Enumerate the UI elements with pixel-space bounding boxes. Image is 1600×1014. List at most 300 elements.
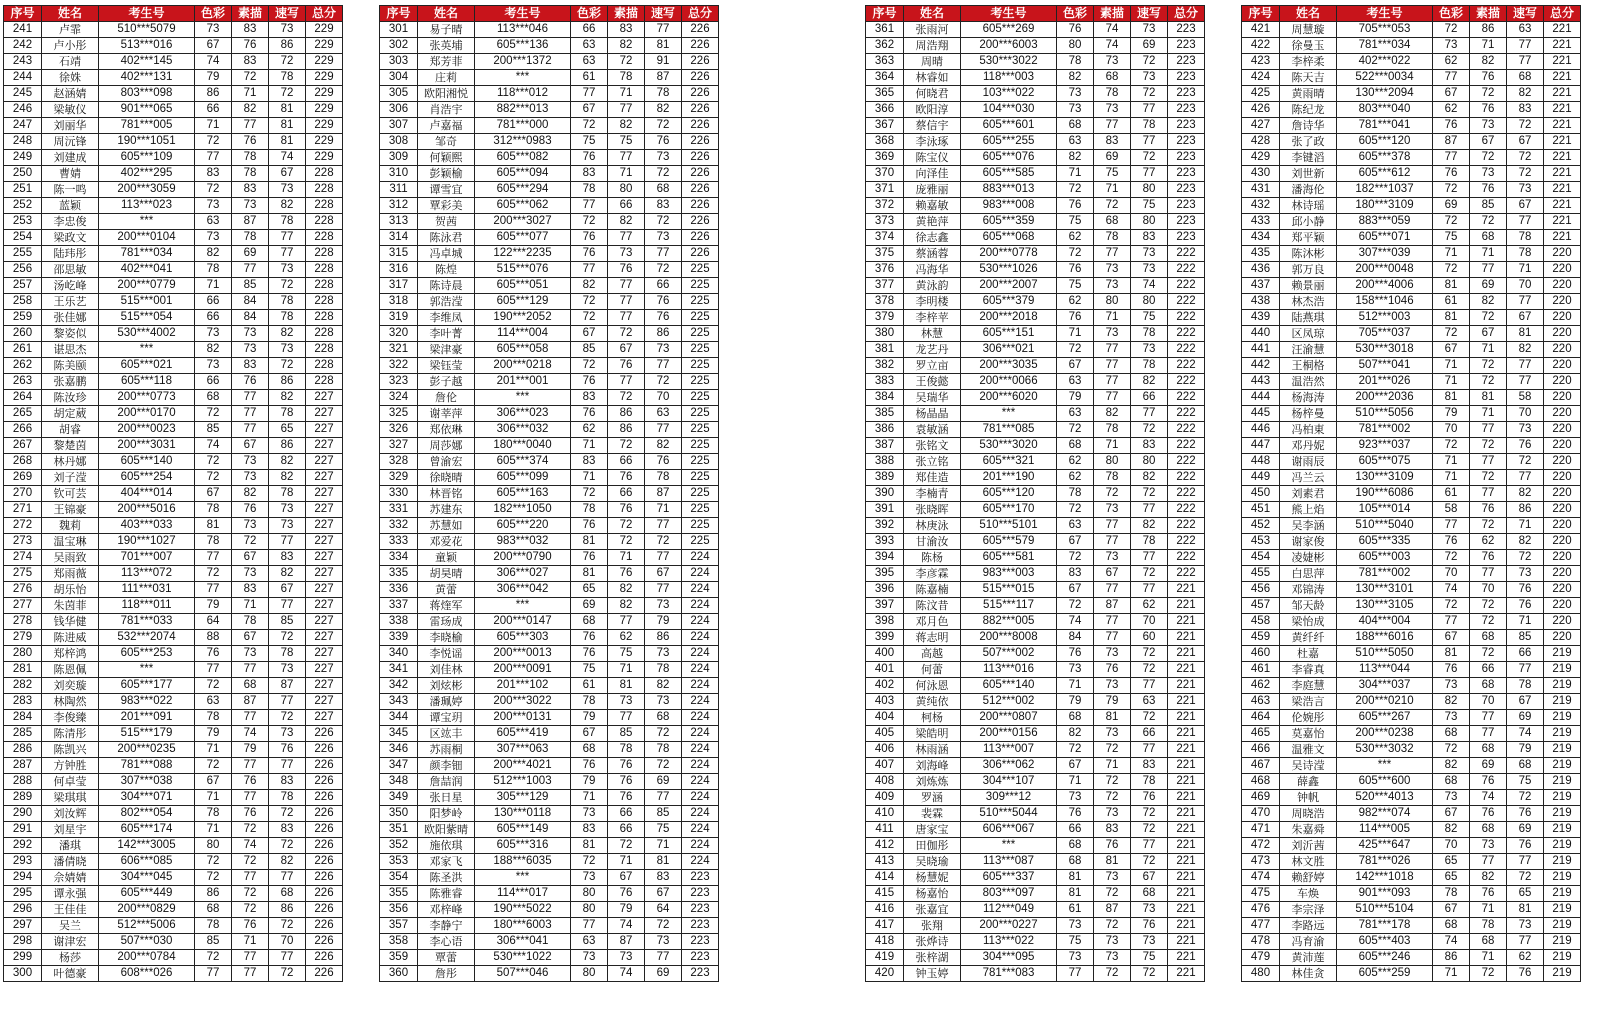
table-row	[4, 774, 343, 790]
seq-cell: 405	[866, 726, 904, 742]
name-cell: 欧阳湘悦	[418, 86, 475, 102]
color-score-cell: 61	[1433, 294, 1470, 310]
sketch-score-cell: 76	[608, 790, 645, 806]
exam-id-cell: 781***178	[1337, 918, 1433, 934]
quick-sketch-score-cell: 82	[269, 566, 306, 582]
table-row	[4, 678, 343, 694]
color-score-cell: 83	[195, 166, 232, 182]
quick-sketch-score-cell: 77	[645, 246, 682, 262]
table-row	[866, 710, 1205, 726]
table-row	[380, 918, 719, 934]
name-cell: 汤屹峰	[42, 278, 99, 294]
quick-sketch-score-cell: 86	[269, 374, 306, 390]
color-score-cell: 76	[1057, 262, 1094, 278]
sketch-score-cell: 77	[1470, 422, 1507, 438]
color-score-cell: 72	[571, 214, 608, 230]
color-score-cell: 72	[195, 758, 232, 774]
color-score-cell: 67	[195, 774, 232, 790]
color-score-cell: 66	[195, 374, 232, 390]
sketch-score-cell: 71	[1094, 182, 1131, 198]
color-score-cell: 80	[1057, 38, 1094, 54]
sketch-score-cell: 67	[608, 870, 645, 886]
quick-sketch-score-cell: 71	[645, 838, 682, 854]
sketch-score-cell: 73	[1094, 54, 1131, 70]
quick-sketch-score-cell: 83	[645, 870, 682, 886]
quick-sketch-score-cell: 72	[1131, 150, 1168, 166]
seq-cell: 376	[866, 262, 904, 278]
sketch-score-cell: 69	[1094, 150, 1131, 166]
exam-id-cell: 403***033	[99, 518, 195, 534]
total-score-cell: 225	[682, 278, 719, 294]
quick-sketch-score-cell: 70	[1131, 614, 1168, 630]
total-score-cell: 225	[682, 486, 719, 502]
exam-id-cell: 114***017	[475, 886, 571, 902]
seq-cell: 436	[1242, 262, 1280, 278]
exam-id-cell: 605***259	[1337, 966, 1433, 982]
color-score-cell: 84	[1057, 630, 1094, 646]
sketch-score-cell: 73	[1094, 950, 1131, 966]
seq-cell: 277	[4, 598, 42, 614]
color-score-cell: 63	[1057, 134, 1094, 150]
color-score-cell: 72	[1433, 742, 1470, 758]
table-row	[1242, 854, 1581, 870]
total-score-cell: 226	[306, 758, 343, 774]
table-row	[1242, 54, 1581, 70]
exam-id-cell: 520***4013	[1337, 790, 1433, 806]
sketch-score-cell: 81	[1094, 854, 1131, 870]
table-row	[1242, 390, 1581, 406]
quick-sketch-score-cell: 78	[645, 470, 682, 486]
total-score-cell: 221	[1168, 662, 1205, 678]
exam-id-cell: 530***1026	[961, 262, 1057, 278]
name-cell: 颜李钿	[418, 758, 475, 774]
exam-id-cell: 402***131	[99, 70, 195, 86]
color-score-cell: 71	[571, 470, 608, 486]
sketch-score-cell: 76	[608, 774, 645, 790]
quick-sketch-score-cell: 69	[645, 966, 682, 982]
total-score-cell: 221	[1168, 614, 1205, 630]
total-score-cell: 219	[1544, 870, 1581, 886]
color-score-cell: 64	[195, 614, 232, 630]
quick-sketch-score-cell: 73	[269, 662, 306, 678]
sketch-score-cell: 76	[1470, 182, 1507, 198]
total-score-cell: 227	[306, 582, 343, 598]
header-row	[1242, 6, 1581, 22]
quick-sketch-score-cell: 77	[645, 582, 682, 598]
exam-id-cell: 114***005	[1337, 822, 1433, 838]
name-cell: 蔡信宇	[904, 118, 961, 134]
seq-cell: 309	[380, 150, 418, 166]
seq-cell: 415	[866, 886, 904, 902]
table-row	[380, 22, 719, 38]
sketch-score-cell: 72	[1470, 966, 1507, 982]
name-cell: 佘婧婧	[42, 870, 99, 886]
quick-sketch-score-cell: 63	[645, 406, 682, 422]
color-score-cell: 67	[571, 726, 608, 742]
sketch-score-cell: 68	[1470, 678, 1507, 694]
quick-sketch-score-cell: 63	[1131, 694, 1168, 710]
seq-cell: 313	[380, 214, 418, 230]
exam-id-cell: 705***053	[1337, 22, 1433, 38]
total-score-cell: 221	[1168, 886, 1205, 902]
name-cell: 邓爱花	[418, 534, 475, 550]
quick-sketch-score-cell: 67	[269, 166, 306, 182]
exam-id-cell: 803***097	[961, 886, 1057, 902]
quick-sketch-score-cell: 72	[1131, 806, 1168, 822]
total-score-cell: 221	[1544, 38, 1581, 54]
seq-cell: 264	[4, 390, 42, 406]
exam-id-cell: 200***4021	[475, 758, 571, 774]
exam-id-cell: 781***033	[99, 614, 195, 630]
exam-id-cell: 510***5104	[1337, 902, 1433, 918]
sketch-score-cell: 77	[232, 422, 269, 438]
total-score-cell: 227	[306, 646, 343, 662]
quick-sketch-score-cell: 72	[1131, 646, 1168, 662]
exam-id-cell: 605***316	[475, 838, 571, 854]
exam-id-cell: 883***059	[1337, 214, 1433, 230]
seq-cell: 254	[4, 230, 42, 246]
sketch-score-cell: 78	[232, 614, 269, 630]
sketch-score-cell: 71	[232, 934, 269, 950]
quick-sketch-score-cell: 77	[1507, 374, 1544, 390]
table-row	[4, 742, 343, 758]
total-score-cell: 219	[1544, 742, 1581, 758]
name-cell: 潘倩晓	[42, 854, 99, 870]
table-row	[4, 902, 343, 918]
quick-sketch-score-cell: 78	[1131, 326, 1168, 342]
name-cell: 冯卓城	[418, 246, 475, 262]
table-row	[1242, 726, 1581, 742]
sketch-score-cell: 71	[608, 86, 645, 102]
total-score-cell: 224	[682, 822, 719, 838]
name-cell: 熊上焰	[1280, 502, 1337, 518]
quick-sketch-score-cell: 76	[1131, 918, 1168, 934]
table-row	[1242, 838, 1581, 854]
exam-id-cell: 605***303	[475, 630, 571, 646]
name-cell: 温雅文	[1280, 742, 1337, 758]
table-row	[380, 662, 719, 678]
color-score-cell: 76	[1057, 198, 1094, 214]
quick-sketch-score-cell: 72	[1131, 566, 1168, 582]
seq-cell: 355	[380, 886, 418, 902]
seq-cell: 324	[380, 390, 418, 406]
name-cell: 张梓湖	[904, 950, 961, 966]
sketch-score-cell: 68	[1470, 934, 1507, 950]
seq-cell: 286	[4, 742, 42, 758]
exam-id-cell: 512***003	[1337, 310, 1433, 326]
sketch-score-cell: 69	[1470, 758, 1507, 774]
sketch-score-cell: 66	[608, 822, 645, 838]
sketch-score-cell: 80	[1094, 454, 1131, 470]
table-row	[1242, 742, 1581, 758]
quick-sketch-score-cell: 76	[269, 742, 306, 758]
exam-id-cell: 200***3059	[99, 182, 195, 198]
exam-id-cell: 515***076	[475, 262, 571, 278]
seq-cell: 473	[1242, 854, 1280, 870]
total-score-cell: 227	[306, 502, 343, 518]
table-row	[866, 662, 1205, 678]
color-score-cell: 72	[195, 454, 232, 470]
table-row	[866, 694, 1205, 710]
sketch-score-cell: 74	[608, 918, 645, 934]
table-row	[4, 102, 343, 118]
total-score-cell: 225	[682, 438, 719, 454]
total-score-cell: 219	[1544, 726, 1581, 742]
exam-id-cell: 103***022	[961, 86, 1057, 102]
table-row	[380, 694, 719, 710]
color-score-cell: 73	[1433, 790, 1470, 806]
quick-sketch-score-cell: 77	[269, 870, 306, 886]
total-score-cell: 225	[682, 422, 719, 438]
total-score-cell: 226	[306, 934, 343, 950]
quick-sketch-score-cell: 91	[645, 54, 682, 70]
seq-cell: 471	[1242, 822, 1280, 838]
seq-cell: 434	[1242, 230, 1280, 246]
exam-id-header: 考生号	[475, 6, 571, 22]
table-row	[1242, 630, 1581, 646]
name-cell: 黄泳韵	[904, 278, 961, 294]
table-row	[380, 566, 719, 582]
sketch-score-cell: 73	[232, 646, 269, 662]
sketch-score-cell: 76	[608, 358, 645, 374]
seq-cell: 268	[4, 454, 42, 470]
name-cell: 钦可芸	[42, 486, 99, 502]
seq-cell: 332	[380, 518, 418, 534]
exam-id-cell: 200***3035	[961, 358, 1057, 374]
sketch-score-cell: 67	[1094, 566, 1131, 582]
sketch-score-cell: 84	[232, 310, 269, 326]
color-score-cell: 67	[1057, 534, 1094, 550]
quick-sketch-score-cell: 71	[1507, 518, 1544, 534]
quick-sketch-score-cell: 82	[1131, 518, 1168, 534]
name-cell: 梁浩言	[1280, 694, 1337, 710]
name-cell: 李梓柔	[1280, 54, 1337, 70]
color-score-cell: 76	[1433, 166, 1470, 182]
color-score-cell: 78	[571, 182, 608, 198]
quick-sketch-score-cell: 73	[1131, 262, 1168, 278]
color-score-cell: 72	[1057, 550, 1094, 566]
total-score-cell: 222	[1168, 534, 1205, 550]
seq-cell: 463	[1242, 694, 1280, 710]
name-cell: 郭万良	[1280, 262, 1337, 278]
color-score-cell: 71	[195, 118, 232, 134]
name-cell: 钟帆	[1280, 790, 1337, 806]
color-score-cell: 81	[571, 566, 608, 582]
exam-id-cell: ***	[475, 598, 571, 614]
table-row	[866, 70, 1205, 86]
seq-cell: 421	[1242, 22, 1280, 38]
total-score-cell: 222	[1168, 454, 1205, 470]
total-score-cell: 228	[306, 358, 343, 374]
name-cell: 周晓浩	[1280, 806, 1337, 822]
color-score-cell: 74	[195, 54, 232, 70]
color-score-cell: 61	[1433, 486, 1470, 502]
total-score-cell: 228	[306, 294, 343, 310]
color-score-cell: 63	[1057, 374, 1094, 390]
table-row	[4, 646, 343, 662]
table-row	[380, 390, 719, 406]
color-score-cell: 70	[1433, 838, 1470, 854]
table-row	[4, 966, 343, 982]
seq-cell: 387	[866, 438, 904, 454]
color-score-cell: 78	[195, 918, 232, 934]
seq-cell: 470	[1242, 806, 1280, 822]
name-cell: 邓梓峰	[418, 902, 475, 918]
exam-id-cell: 200***0779	[99, 278, 195, 294]
sketch-score-cell: 72	[1470, 470, 1507, 486]
total-score-cell: 227	[306, 662, 343, 678]
total-score-cell: 225	[682, 534, 719, 550]
total-score-cell: 220	[1544, 342, 1581, 358]
exam-id-cell: 605***294	[475, 182, 571, 198]
sketch-score-cell: 77	[1470, 710, 1507, 726]
name-cell: 邵思敏	[42, 262, 99, 278]
total-score-cell: 219	[1544, 838, 1581, 854]
total-score-cell: 224	[682, 678, 719, 694]
sketch-score-cell: 68	[1470, 822, 1507, 838]
total-score-cell: 227	[306, 614, 343, 630]
quick-sketch-score-cell: 72	[1131, 422, 1168, 438]
total-score-cell: 222	[1168, 406, 1205, 422]
total-score-cell: 221	[1544, 214, 1581, 230]
quick-sketch-score-cell: 72	[269, 806, 306, 822]
color-score-cell: 66	[195, 310, 232, 326]
quick-sketch-score-cell: 86	[1507, 502, 1544, 518]
color-header: 色彩	[1433, 6, 1470, 22]
sketch-score-cell: 72	[1470, 598, 1507, 614]
quick-sketch-score-cell: 77	[1507, 38, 1544, 54]
table-row	[866, 566, 1205, 582]
seq-cell: 245	[4, 86, 42, 102]
seq-cell: 347	[380, 758, 418, 774]
color-score-cell: 68	[1057, 854, 1094, 870]
quick-sketch-score-cell: 82	[1507, 342, 1544, 358]
quick-sketch-score-cell: 72	[1507, 166, 1544, 182]
quick-sketch-score-cell: 78	[645, 662, 682, 678]
seq-cell: 435	[1242, 246, 1280, 262]
exam-id-cell: 304***095	[961, 950, 1057, 966]
exam-id-cell: 200***0147	[475, 614, 571, 630]
quick-sketch-score-cell: 81	[645, 38, 682, 54]
exam-id-cell: 200***0170	[99, 406, 195, 422]
name-cell: 冯育渝	[1280, 934, 1337, 950]
total-score-cell: 225	[682, 502, 719, 518]
quick-sketch-score-cell: 77	[1131, 550, 1168, 566]
name-cell: 陈沐彬	[1280, 246, 1337, 262]
total-score-cell: 223	[682, 918, 719, 934]
table-row	[4, 198, 343, 214]
total-score-cell: 222	[1168, 486, 1205, 502]
seq-cell: 350	[380, 806, 418, 822]
exam-id-cell: 781***002	[1337, 422, 1433, 438]
seq-cell: 289	[4, 790, 42, 806]
sketch-score-cell: 72	[1470, 214, 1507, 230]
sketch-score-cell: 72	[1470, 614, 1507, 630]
exam-id-cell: 122***2235	[475, 246, 571, 262]
exam-id-cell: 113***044	[1337, 662, 1433, 678]
exam-id-cell: 304***037	[1337, 678, 1433, 694]
name-cell: 陈汝珍	[42, 390, 99, 406]
quick-sketch-score-cell: 77	[1131, 102, 1168, 118]
color-score-cell: 82	[195, 246, 232, 262]
color-score-cell: 73	[195, 358, 232, 374]
table-row	[4, 630, 343, 646]
sketch-score-cell: 76	[1470, 550, 1507, 566]
table-row	[380, 166, 719, 182]
quick-sketch-score-cell: 86	[269, 902, 306, 918]
name-cell: 黎楚茵	[42, 438, 99, 454]
total-score-cell: 226	[682, 118, 719, 134]
seq-cell: 271	[4, 502, 42, 518]
seq-cell: 360	[380, 966, 418, 982]
quick-sketch-score-cell: 85	[269, 614, 306, 630]
sketch-score-cell: 77	[232, 950, 269, 966]
color-score-cell: 76	[571, 550, 608, 566]
exam-id-cell: 605***449	[99, 886, 195, 902]
sketch-score-cell: 77	[1094, 342, 1131, 358]
quick-sketch-score-cell: 82	[1507, 486, 1544, 502]
seq-cell: 243	[4, 54, 42, 70]
seq-cell: 475	[1242, 886, 1280, 902]
exam-id-cell: 605***120	[961, 486, 1057, 502]
color-score-cell: 72	[195, 406, 232, 422]
color-score-cell: 73	[195, 198, 232, 214]
table-row	[866, 534, 1205, 550]
exam-id-cell: 605***579	[961, 534, 1057, 550]
table-row	[1242, 358, 1581, 374]
total-score-cell: 223	[682, 934, 719, 950]
sketch-score-cell: 83	[232, 358, 269, 374]
total-score-cell: 225	[682, 310, 719, 326]
table-row	[866, 550, 1205, 566]
quick-sketch-score-cell: 72	[269, 966, 306, 982]
quick-sketch-score-cell: 77	[1507, 934, 1544, 950]
exam-id-cell: 605***140	[99, 454, 195, 470]
quick-sketch-score-cell: 72	[1131, 966, 1168, 982]
table-row	[4, 374, 343, 390]
total-score-cell: 219	[1544, 710, 1581, 726]
color-score-cell: 81	[195, 518, 232, 534]
total-score-cell: 229	[306, 150, 343, 166]
seq-header: 序号	[1242, 6, 1280, 22]
name-cell: 王锦豪	[42, 502, 99, 518]
quick-sketch-score-cell: 77	[269, 950, 306, 966]
exam-id-cell: 200***2018	[961, 310, 1057, 326]
name-cell: 吴雨致	[42, 550, 99, 566]
table-row	[1242, 822, 1581, 838]
exam-id-cell: 307***063	[475, 742, 571, 758]
color-score-cell: 78	[571, 502, 608, 518]
color-score-cell: 86	[1433, 950, 1470, 966]
total-score-cell: 222	[1168, 262, 1205, 278]
sketch-score-cell: 71	[608, 550, 645, 566]
exam-id-cell: 530***3022	[961, 54, 1057, 70]
exam-id-cell: 781***002	[1337, 566, 1433, 582]
exam-id-header: 考生号	[99, 6, 195, 22]
name-cell: 田伽彤	[904, 838, 961, 854]
exam-id-cell: 105***014	[1337, 502, 1433, 518]
color-score-cell: 72	[571, 486, 608, 502]
sketch-score-cell: 77	[608, 374, 645, 390]
seq-cell: 356	[380, 902, 418, 918]
seq-cell: 413	[866, 854, 904, 870]
header-row	[380, 6, 719, 22]
quick-sketch-score-cell: 72	[269, 710, 306, 726]
table-row	[4, 710, 343, 726]
sketch-score-cell: 76	[232, 374, 269, 390]
exam-id-cell: 200***2007	[961, 278, 1057, 294]
exam-id-cell: 605***585	[961, 166, 1057, 182]
